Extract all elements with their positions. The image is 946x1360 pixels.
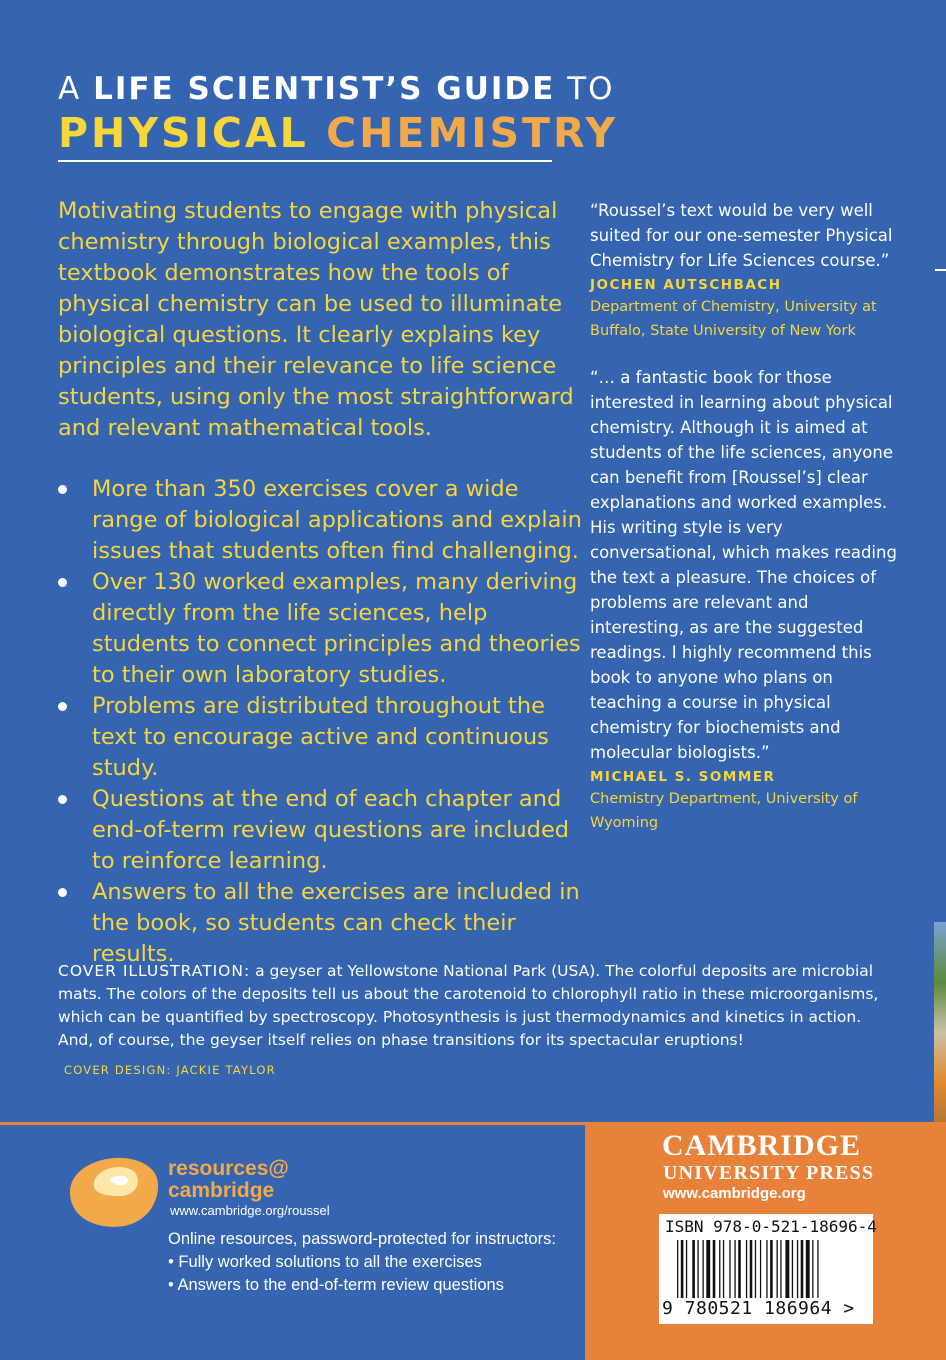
bullet-icon xyxy=(58,485,67,494)
resources-description-text: Online resources, password-protected for instructors: xyxy=(168,1230,556,1248)
review-quote xyxy=(590,198,900,343)
spine-mark xyxy=(935,269,946,271)
title-bold: LIFE SCIENTIST’S GUIDE xyxy=(93,71,556,107)
feature-text: More than 350 exercises cover a wide range of biological applications and explain issues that students often find challenging. xyxy=(92,476,582,564)
feature-text: Answers to all the exercises are included in the book, so students can check their results. xyxy=(92,879,580,967)
cover-design-credit: COVER DESIGN: JACKIE TAYLOR xyxy=(64,1063,276,1077)
barcode-bar xyxy=(766,1240,767,1298)
barcode-bar xyxy=(723,1240,724,1298)
barcode-bar xyxy=(677,1240,678,1298)
feature-text: Questions at the end of each chapter and end-of-term review questions are included to reinforce learning. xyxy=(92,786,570,874)
quote-affiliation: Chemistry Department, University of Wyoming xyxy=(590,791,858,831)
bullet-icon xyxy=(58,795,67,804)
barcode-bar xyxy=(785,1240,789,1298)
resources-item: • Fully worked solutions to all the exercises xyxy=(168,1253,482,1271)
quote-text: “… a fantastic book for those interested in learning about physical chemistry. Although it is aimed at students of the life sciences, anyone can benefit from [Roussel’s] clear explanations and worked examples. His writing style is very conversational, which makes reading the text a pleasure. The choices of problems are relevant and interesting, as are the suggested readings. I highly recommend this book to anyone who plans on teaching a course in physical chemistry for biochemists and molecular biologists.” xyxy=(590,368,897,762)
intro-paragraph: Motivating students to engage with physical chemistry through biological examples, this textbook demonstrates how the tools of physical chemistry can be used to illuminate biological questions. It clearly explains key principles and their relevance to life science students, using only the most straightforward and relevant mathematical tools. xyxy=(58,198,574,441)
feature-item xyxy=(58,691,588,784)
barcode-bar xyxy=(719,1240,720,1298)
title-line-2 xyxy=(58,108,619,158)
publisher-name: CAMBRIDGE xyxy=(662,1129,862,1162)
feature-list xyxy=(58,474,588,970)
barcode-bar xyxy=(686,1240,687,1298)
barcode-bar xyxy=(692,1240,695,1298)
cover-illustration-note xyxy=(58,960,888,1052)
barcode-bar xyxy=(755,1240,756,1298)
barcode-bars-icon xyxy=(677,1240,857,1298)
feature-item xyxy=(58,567,588,691)
barcode-bar xyxy=(703,1240,704,1298)
cover-note-lead: COVER ILLUSTRATION: xyxy=(58,962,251,980)
bullet-icon xyxy=(58,888,67,897)
quote-author: MICHAEL S. SOMMER xyxy=(590,769,776,785)
isbn-text: ISBN 978-0-521-18696-4 xyxy=(665,1217,877,1236)
resources-item: • Answers to the end-of-term review questions xyxy=(168,1276,504,1294)
barcode-bar xyxy=(729,1240,730,1298)
barcode-bar xyxy=(817,1240,818,1298)
resources-logo-icon xyxy=(64,1150,162,1230)
barcode-bar xyxy=(746,1240,747,1298)
barcode-bar xyxy=(770,1240,773,1298)
cover-note-text: a geyser at Yellowstone National Park (USA). The colorful deposits are microbial mats. The colors of the deposits tell us about the carotenoid to chlorophyll ratio in these microorganisms, which can be quantified by spectroscopy. Photosynthesis is just thermodynamics and kinetics in action. And, of course, the geyser itself relies on phase transitions for its spectacular eruptions! xyxy=(58,962,879,1049)
barcode-bar xyxy=(750,1240,753,1298)
quote-author: JOCHEN AUTSCHBACH xyxy=(590,277,782,293)
cover-photo-edge xyxy=(934,922,946,1122)
title-chemistry: CHEMISTRY xyxy=(326,109,619,157)
book-title xyxy=(58,70,619,158)
publisher-url[interactable]: www.cambridge.org xyxy=(663,1185,806,1202)
barcode-bar xyxy=(777,1240,778,1298)
title-prefix: A xyxy=(58,71,94,107)
resources-brand-line1: resources@ xyxy=(168,1157,289,1180)
barcode-bar xyxy=(713,1240,716,1298)
barcode-digits: 9 780521 186964 > xyxy=(662,1298,855,1319)
resources-brand xyxy=(168,1158,289,1202)
bullet-icon xyxy=(58,578,67,587)
barcode-bar xyxy=(738,1240,741,1298)
title-divider xyxy=(58,160,552,162)
resources-brand-line2: cambridge xyxy=(168,1179,275,1202)
barcode-bar xyxy=(697,1240,698,1298)
barcode-bar xyxy=(760,1240,761,1298)
review-quote xyxy=(590,365,900,835)
publisher-press: UNIVERSITY PRESS xyxy=(663,1162,875,1184)
isbn-barcode xyxy=(659,1214,877,1324)
feature-item xyxy=(58,877,588,970)
barcode-bar xyxy=(801,1240,804,1298)
barcode-bar xyxy=(734,1240,735,1298)
barcode-bar xyxy=(780,1240,781,1298)
feature-item xyxy=(58,474,588,567)
barcode-bar xyxy=(806,1240,810,1298)
resources-list xyxy=(168,1251,568,1297)
quote-text: “Roussel’s text would be very well suited for our one-semester Physical Chemistry for Life Sciences course.” xyxy=(590,201,893,270)
barcode-bar xyxy=(792,1240,793,1298)
title-suffix: TO xyxy=(555,71,615,107)
bullet-icon xyxy=(58,702,67,711)
barcode-bar xyxy=(681,1240,684,1298)
barcode-bar xyxy=(797,1240,798,1298)
resources-description xyxy=(168,1228,568,1297)
review-quotes xyxy=(590,198,900,835)
title-line-1 xyxy=(58,70,615,108)
barcode-bar xyxy=(706,1240,710,1298)
title-physical: PHYSICAL xyxy=(58,109,309,157)
feature-text: Over 130 worked examples, many deriving directly from the life sciences, help students to connect principles and theories to their own laboratory studies. xyxy=(92,569,581,688)
resources-url[interactable]: www.cambridge.org/roussel xyxy=(170,1203,330,1218)
quote-affiliation: Department of Chemistry, University at Buffalo, State University of New York xyxy=(590,299,877,339)
feature-item xyxy=(58,784,588,877)
feature-text: Problems are distributed throughout the text to encourage active and continuous study. xyxy=(92,693,549,781)
barcode-bar xyxy=(812,1240,813,1298)
